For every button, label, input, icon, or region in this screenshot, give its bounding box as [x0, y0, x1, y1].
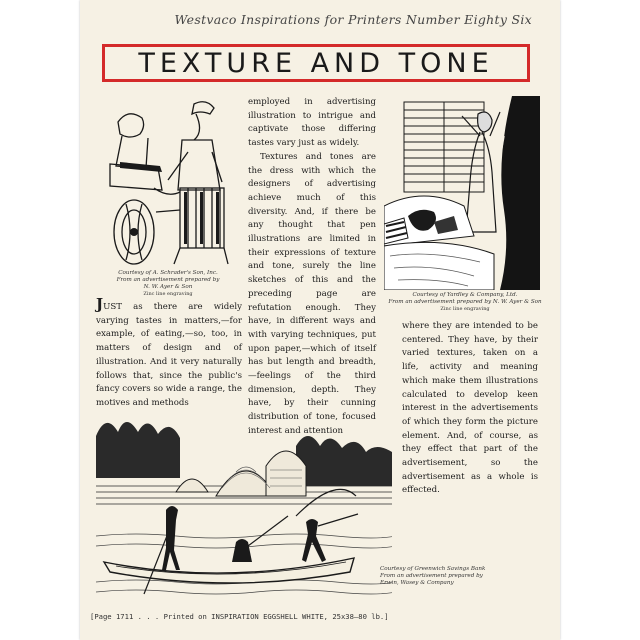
column-3-text: where they are intended to be centered. They have, by their varied textures, taken on a life, activity and meaning which make them illustrations calculated to develop keen interest in the advertisements of which they form the picture element. And, of course, as they effect that part of the advertisement, so the advertisement as a whole is effected.	[402, 321, 538, 496]
body-column-3	[402, 320, 538, 498]
woman-illustration	[384, 96, 540, 290]
magazine-page	[80, 0, 560, 640]
motorcycle-illustration	[100, 92, 232, 268]
schrader-caption	[98, 270, 238, 298]
woman-drawing	[384, 96, 540, 290]
caption-line: From an advertisement prepared by N. W. Ayer & Son	[388, 299, 542, 305]
page-title: TEXTURE AND TONE	[138, 47, 494, 79]
running-header: Westvaco Inspirations for Printers Number Eighty Six	[174, 12, 532, 27]
canoe-drawing	[96, 406, 392, 602]
column-2-paragraph-2: Textures and tones are the dress with which the designers of advertising achieve much of this diversity. And, if there be any thought that pen illustrations are limited in their expressions of texture and tone, surely the line sketches of this and the preceding page are refutation enough. They have, in different ways and with varying techniques, put upon paper,—which of itself has but length and breadth,—feelings of the third dimension, depth. They have, by their cunning distribution of tone, focused interest and attention	[248, 151, 376, 436]
drop-cap: J	[96, 295, 104, 313]
greenwich-caption	[380, 566, 500, 587]
body-column-2	[248, 96, 376, 439]
canoe-illustration	[96, 406, 392, 602]
column-1-text: UST as there are widely varying tastes in matters,—for example, of eating,—so, too, in matters of design and of illustration. And it very naturally follows that, since the public's fancy covers so wide a range, the motives and methods	[96, 302, 242, 408]
body-column-1	[96, 295, 242, 411]
page-footer: [Page 1711 . . . Printed on INSPIRATION EGGSHELL WHITE, 25x38—80 lb.]	[90, 612, 389, 621]
caption-line: Courtesy of Greenwich Savings Bank	[380, 566, 486, 572]
motorcycle-drawing	[100, 92, 232, 268]
caption-line: Courtesy of A. Schrader's Son, Inc.	[118, 270, 218, 276]
caption-line: From an advertisement prepared by	[380, 573, 483, 579]
caption-line: Zinc line engraving	[440, 306, 490, 312]
caption-line: Courtesy of Yardley & Company, Ltd.	[412, 292, 518, 298]
caption-line: N. W. Ayer & Son	[143, 284, 193, 290]
caption-line: From an advertisement prepared by	[116, 277, 220, 283]
column-2-paragraph-1: employed in advertising illustration to intrigue and captivate those differing tastes vary just as widely.	[248, 97, 376, 149]
yardley-caption	[380, 292, 550, 313]
caption-line: Zinc line engraving	[143, 291, 193, 297]
caption-line: Erwin, Wasey & Company	[380, 580, 454, 586]
title-box	[102, 44, 530, 82]
